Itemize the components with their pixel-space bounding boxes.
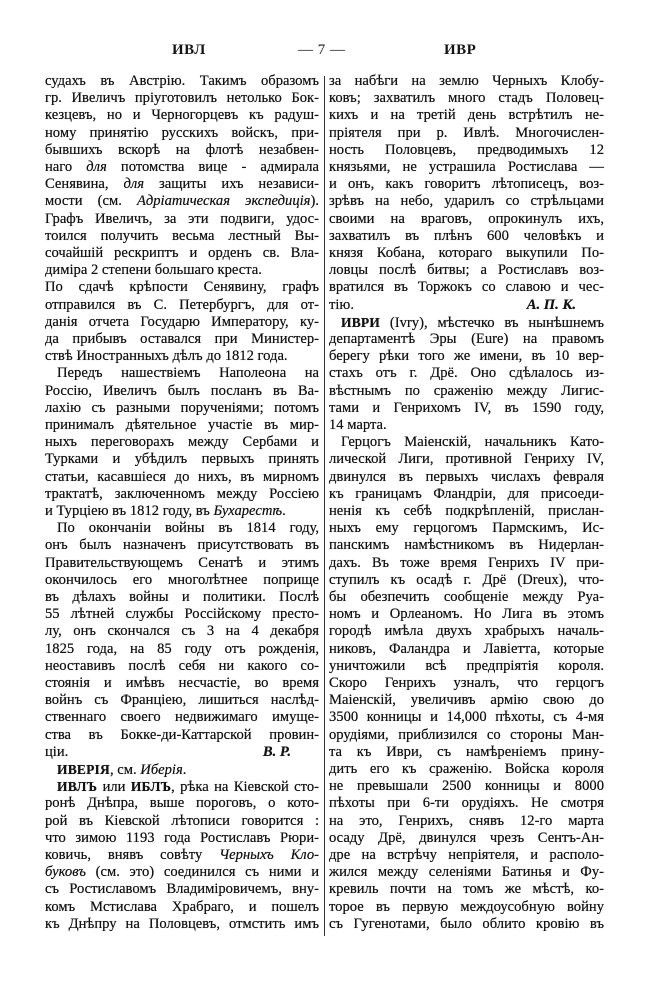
text-run: тоился получить весьма лестный Вы- <box>45 227 319 244</box>
text-run: Россію, Ивеличъ былъ посланъ въ Ва- <box>45 382 319 399</box>
entry-headword: ИВЕРІЯ <box>57 762 110 777</box>
text-run: осаду Дрё, двинулся чрезъ Сентъ-Ан- <box>329 829 604 846</box>
text-run: онъ былъ назначенъ присутствовать въ <box>45 537 319 554</box>
text-run: . <box>282 503 286 519</box>
text-line <box>45 813 319 830</box>
text-run: Маіенскій, увеличивъ армію свою до <box>329 692 604 709</box>
text-run: ства въ Бокке-ди-Каттарской провин- <box>45 726 319 743</box>
text-run: ціи. <box>45 743 69 760</box>
text-run: ). <box>310 193 319 210</box>
text-run: тами и Генрихомъ IV, въ 1590 году, <box>329 399 604 416</box>
text-line <box>45 727 319 744</box>
text-run: Турками и убѣдилъ первыхъ принять <box>45 451 319 468</box>
text-run: принималъ дѣятельное участіе въ мир- <box>45 417 319 433</box>
text-line <box>329 727 604 744</box>
text-run: стахъ отъ г. Дрё. Оно сдѣлалось из- <box>329 365 604 382</box>
text-run: тію. <box>329 296 354 313</box>
text-run: и онъ, какъ говоритъ лѣтописецъ, воз- <box>329 176 604 193</box>
text-line <box>341 434 604 451</box>
text-run: мости (см. <box>45 193 137 210</box>
text-line <box>329 383 604 400</box>
column-divider <box>324 76 325 936</box>
text-run: лахію съ разными порученіями; потомъ <box>45 399 319 416</box>
text-line <box>329 417 604 434</box>
text-run: съ Ростиславомъ Владиміровичемъ, вну- <box>45 881 319 898</box>
text-line <box>45 572 319 589</box>
text-run: съ Гугенотами, было облито кровію въ <box>329 915 604 932</box>
text-run: бывшихъ вскорѣ на флотѣ незабвен- <box>45 141 319 158</box>
text-line <box>329 589 604 606</box>
text-run: ступилъ къ осадѣ г. Дрё (Dreux), что- <box>329 571 604 588</box>
text-line <box>329 469 604 486</box>
text-run: вратился въ Торжокъ со славою и чес- <box>329 279 604 296</box>
text-line <box>45 159 319 176</box>
text-line <box>45 125 319 142</box>
text-run: или <box>97 779 131 796</box>
text-line <box>45 623 319 640</box>
text-line <box>329 142 604 159</box>
text-run: Передъ нашествіемъ Наполеона на <box>57 365 319 382</box>
text-line <box>329 331 604 348</box>
text-run: что зимою 1193 года Ростиславъ Рюри- <box>45 829 319 846</box>
text-line <box>45 176 319 193</box>
text-line <box>329 73 604 90</box>
text-run: кревиль почти на томъ же мѣстѣ, ко- <box>329 881 604 898</box>
text-run: да прибывъ оставался при Министер- <box>45 331 319 347</box>
text-run: статьи, касавшіеся до нихъ, въ мирномъ <box>45 468 319 485</box>
text-run: пѣхоты при 6-ти орудіяхъ. Не смотря <box>329 795 604 812</box>
text-line <box>45 606 319 623</box>
text-line <box>329 692 604 709</box>
text-run: (см. это) соединился съ ними и <box>85 864 319 881</box>
text-run: на это, Генрихъ, снявъ 12-го марта <box>329 812 604 829</box>
text-line <box>45 142 319 159</box>
italic-text: для <box>123 176 145 193</box>
text-line <box>329 176 604 193</box>
text-line <box>341 314 604 331</box>
text-run: жился между селеніями Батинья и Фу- <box>329 864 604 881</box>
text-run: комъ Мстислава Храбраго, и пошелъ <box>45 898 319 915</box>
text-line <box>329 211 604 228</box>
text-run: защиты ихъ независи- <box>144 176 319 193</box>
text-line <box>329 365 604 382</box>
text-line <box>329 675 604 692</box>
text-line <box>45 279 319 296</box>
page-number: — 7 — <box>298 42 346 58</box>
text-run: Скоро Генрихъ узналъ, что герцогъ <box>329 675 604 691</box>
text-run: кихъ и на третій день встрѣтилъ не- <box>329 107 604 124</box>
text-run: никовъ, Фаландра и Лавіетта, которые <box>329 640 604 657</box>
text-line <box>45 709 319 726</box>
text-line <box>45 864 319 881</box>
text-line <box>45 899 319 916</box>
text-line <box>45 262 319 279</box>
text-line <box>329 744 604 761</box>
text-line <box>329 537 604 554</box>
text-line <box>329 847 604 864</box>
text-line <box>329 245 604 262</box>
text-line <box>45 107 319 124</box>
text-run: и Турціею въ 1812 году, въ <box>45 503 214 519</box>
text-line <box>45 400 319 417</box>
text-line <box>45 830 319 847</box>
text-line <box>57 761 319 778</box>
text-run: ственнаго своего недвижимаго имуще- <box>45 709 319 726</box>
text-run: ронѣ Днѣпра, выше пороговъ, о кото- <box>45 795 319 812</box>
text-run: стоянія и имѣвъ несчастіе, во время <box>45 675 319 691</box>
text-run: дахъ. Въ тоже время Генрихъ IV при- <box>329 554 604 571</box>
text-run: ному принятію русскихъ войскъ, при- <box>45 124 319 141</box>
text-run: городѣ имѣла двухъ храбрыхъ началь- <box>329 623 604 640</box>
text-run: Графъ Ивеличъ, за эти подвиги, удос- <box>45 210 319 227</box>
text-run: двинулся въ первыхъ числахъ февраля <box>329 468 604 485</box>
text-line <box>57 365 319 382</box>
italic-text: Черныхъ Кло- <box>219 847 319 863</box>
text-line <box>57 778 319 795</box>
text-line <box>45 417 319 434</box>
text-run: дить его къ сраженію. Войска короля <box>329 761 604 777</box>
text-run: 1825 года, на 85 году отъ рожденія, <box>45 640 319 657</box>
text-run: 55 лѣтней службы Россійскому престо- <box>45 606 319 623</box>
text-run: панскимъ намѣстникомъ въ Нидерлан- <box>329 537 604 554</box>
text-line <box>45 193 319 210</box>
text-line <box>329 830 604 847</box>
text-run: окончилось его многолѣтнее поприще <box>45 571 319 588</box>
text-line <box>45 228 319 245</box>
text-run: потомства вице - адмирала <box>106 159 320 175</box>
text-run: ловцы послѣ битвы; а Ростиславъ воз- <box>329 262 604 279</box>
text-run: къ границамъ Фландріи, для присоеди- <box>329 485 604 502</box>
entry-headword: ИВЛЪ <box>57 779 98 795</box>
text-run: ковъ; захватилъ много стадъ Половец- <box>329 90 604 107</box>
text-run: диміра 2 степени большаго креста. <box>45 262 262 279</box>
text-line <box>329 348 604 365</box>
text-run: номъ и Орлеаномъ. Но Лига въ этомъ <box>329 606 604 623</box>
text-line <box>45 245 319 262</box>
text-line <box>329 778 604 795</box>
text-run: берегу рѣки того же имени, въ 10 вер- <box>329 348 604 365</box>
italic-text: буковъ <box>45 864 86 881</box>
text-run: зрѣвъ на небо, ударилъ со стрѣльцами <box>329 193 604 210</box>
italic-text: Адріатическая экспедиція <box>136 193 311 210</box>
text-run: въ дѣлахъ войны и политики. Послѣ <box>45 589 319 605</box>
text-run: трактатѣ, заключенномъ между Россіею <box>45 485 319 502</box>
text-run: сочайшій рескриптъ и орденъ св. Вла- <box>45 245 319 261</box>
text-run: гр. Ивеличъ пріуготовилъ нетолько Бок- <box>45 90 319 107</box>
text-line <box>45 314 319 331</box>
text-line <box>45 486 319 503</box>
text-run: орудіями, приблизился со стороны Ман- <box>329 726 604 743</box>
text-line <box>45 331 319 348</box>
text-line <box>45 211 319 228</box>
text-run: лической Лиги, противной Генриху IV, <box>329 451 604 468</box>
text-run: департаментѣ Эры (Eure) на правомъ <box>329 331 604 347</box>
text-run: войнъ съ Франціею, лишиться наслѣд- <box>45 692 319 709</box>
text-line <box>57 520 319 537</box>
text-run: князьями, не устрашила Ростислава — <box>329 159 604 175</box>
text-line <box>329 228 604 245</box>
text-line <box>329 813 604 830</box>
italic-text: Бухарестѣ <box>213 503 283 519</box>
text-line <box>329 916 604 933</box>
text-run: ность Половцевъ, предводимыхъ 12 <box>329 141 604 158</box>
text-line <box>329 795 604 812</box>
text-run: къ Днѣпру на Половцевъ, отмстить имъ <box>45 915 319 932</box>
text-run: ствѣ Иностранныхъ дѣлъ до 1812 года. <box>45 348 288 365</box>
text-run: , рѣка на Кіевской сто- <box>171 779 319 796</box>
text-run: неоставивъ послѣ себя ни какого со- <box>45 657 319 674</box>
text-run: ковичь, внявъ совѣту <box>45 847 220 863</box>
text-line <box>329 606 604 623</box>
text-line <box>45 383 319 400</box>
text-line <box>329 125 604 142</box>
text-run: (Ivry), мѣстечко въ нынѣшнемъ <box>380 314 604 331</box>
text-run: наго <box>45 159 87 175</box>
text-run: отправился въ С. Петербургъ, для от- <box>45 296 319 313</box>
running-head-right: ИВР <box>444 42 477 58</box>
text-run: Правительствующемъ Сенатѣ и этимъ <box>45 554 319 571</box>
text-line <box>45 658 319 675</box>
text-run: . <box>182 762 187 778</box>
text-run: торое въ первую междоусобную войну <box>329 898 604 915</box>
text-line <box>45 555 319 572</box>
text-run: уничтожили всѣ предпріятія короля. <box>329 657 604 674</box>
text-line <box>45 503 319 520</box>
text-line <box>45 675 319 692</box>
text-run: лу, онъ скончался съ 3 на 4 декабря <box>45 623 319 640</box>
text-line <box>329 262 604 279</box>
entry-headword: ИВРИ <box>341 314 381 330</box>
text-line <box>45 297 319 314</box>
author-signature: А. П. К. <box>526 296 576 313</box>
text-line <box>329 881 604 898</box>
text-run: своими на враговъ, опрокинулъ ихъ, <box>329 210 604 227</box>
text-run: ненія къ себѣ подкрѣпленій, прислан- <box>329 503 604 519</box>
text-line <box>329 503 604 520</box>
text-run: 14 марта. <box>329 417 387 433</box>
text-line <box>329 864 604 881</box>
text-run: кезцевъ, но и Черногорцевъ къ радуш- <box>45 107 319 124</box>
text-line <box>45 90 319 107</box>
author-signature: В. Р. <box>262 743 291 760</box>
text-line <box>329 279 604 296</box>
text-run: вѣстнымъ по сраженію между Лигис- <box>329 382 604 399</box>
text-line <box>45 451 319 468</box>
text-line <box>329 400 604 417</box>
text-line <box>45 916 319 933</box>
text-run: рой въ Кіевской лѣтописи говорится : <box>45 812 319 829</box>
text-line <box>329 641 604 658</box>
text-line <box>329 297 604 314</box>
italic-text: для <box>86 159 107 175</box>
text-line <box>329 159 604 176</box>
text-line <box>329 486 604 503</box>
text-line <box>45 847 319 864</box>
text-run: князя Кобана, котораго выкупили По- <box>329 245 604 261</box>
text-run: судахъ въ Австрію. Такимъ образомъ <box>45 73 319 89</box>
text-line <box>45 692 319 709</box>
text-line <box>45 434 319 451</box>
text-line <box>45 589 319 606</box>
text-run: По сдачѣ крѣпости Сенявину, графъ <box>45 279 319 296</box>
text-run: захватилъ въ плѣнъ 600 человѣкъ и <box>329 227 604 244</box>
text-run: та къ Иври, съ намѣреніемъ прину- <box>329 743 604 760</box>
text-line <box>45 641 319 658</box>
text-run: , см. <box>109 762 141 778</box>
text-line <box>329 451 604 468</box>
text-line <box>45 348 319 365</box>
text-line <box>329 761 604 778</box>
text-run: данія отчета Государю Императору, ку- <box>45 313 319 330</box>
text-line <box>329 520 604 537</box>
text-line <box>329 107 604 124</box>
text-line <box>45 744 319 761</box>
text-line <box>329 658 604 675</box>
text-line <box>329 709 604 726</box>
text-run: пріятеля при р. Ивлѣ. Многочислен- <box>329 124 604 141</box>
text-run: Сенявина, <box>45 176 124 193</box>
italic-text: Иберія <box>140 762 183 778</box>
text-line <box>45 537 319 554</box>
entry-headword: ИБЛЪ <box>130 779 172 795</box>
text-run: за набѣги на землю Черныхъ Клобу- <box>329 73 604 89</box>
text-run: Герцогъ Маіенскій, начальникъ Като- <box>341 434 604 451</box>
text-line <box>329 555 604 572</box>
text-run: бы обезпечить сообщеніе между Руа- <box>329 589 604 605</box>
text-run: По окончаніи войны въ 1814 году, <box>57 520 319 537</box>
text-line <box>329 623 604 640</box>
text-run: ныхъ ему герцогомъ Пармскимъ, Ис- <box>329 520 604 537</box>
text-line <box>329 193 604 210</box>
text-line <box>329 90 604 107</box>
text-line <box>45 73 319 90</box>
running-head-left: ИВЛ <box>172 42 206 58</box>
text-line <box>45 795 319 812</box>
text-run: 3500 конницы и 14,000 пѣхоты, съ 4-мя <box>329 709 604 726</box>
text-line <box>329 899 604 916</box>
text-line <box>45 469 319 486</box>
text-line <box>45 881 319 898</box>
text-line <box>329 572 604 589</box>
text-run: ныхъ переговорахъ между Сербами и <box>45 434 319 451</box>
text-run: не превышали 2500 конницы и 8000 <box>329 778 604 795</box>
text-run: дре на встрѣчу непріятеля, и располо- <box>329 847 604 863</box>
